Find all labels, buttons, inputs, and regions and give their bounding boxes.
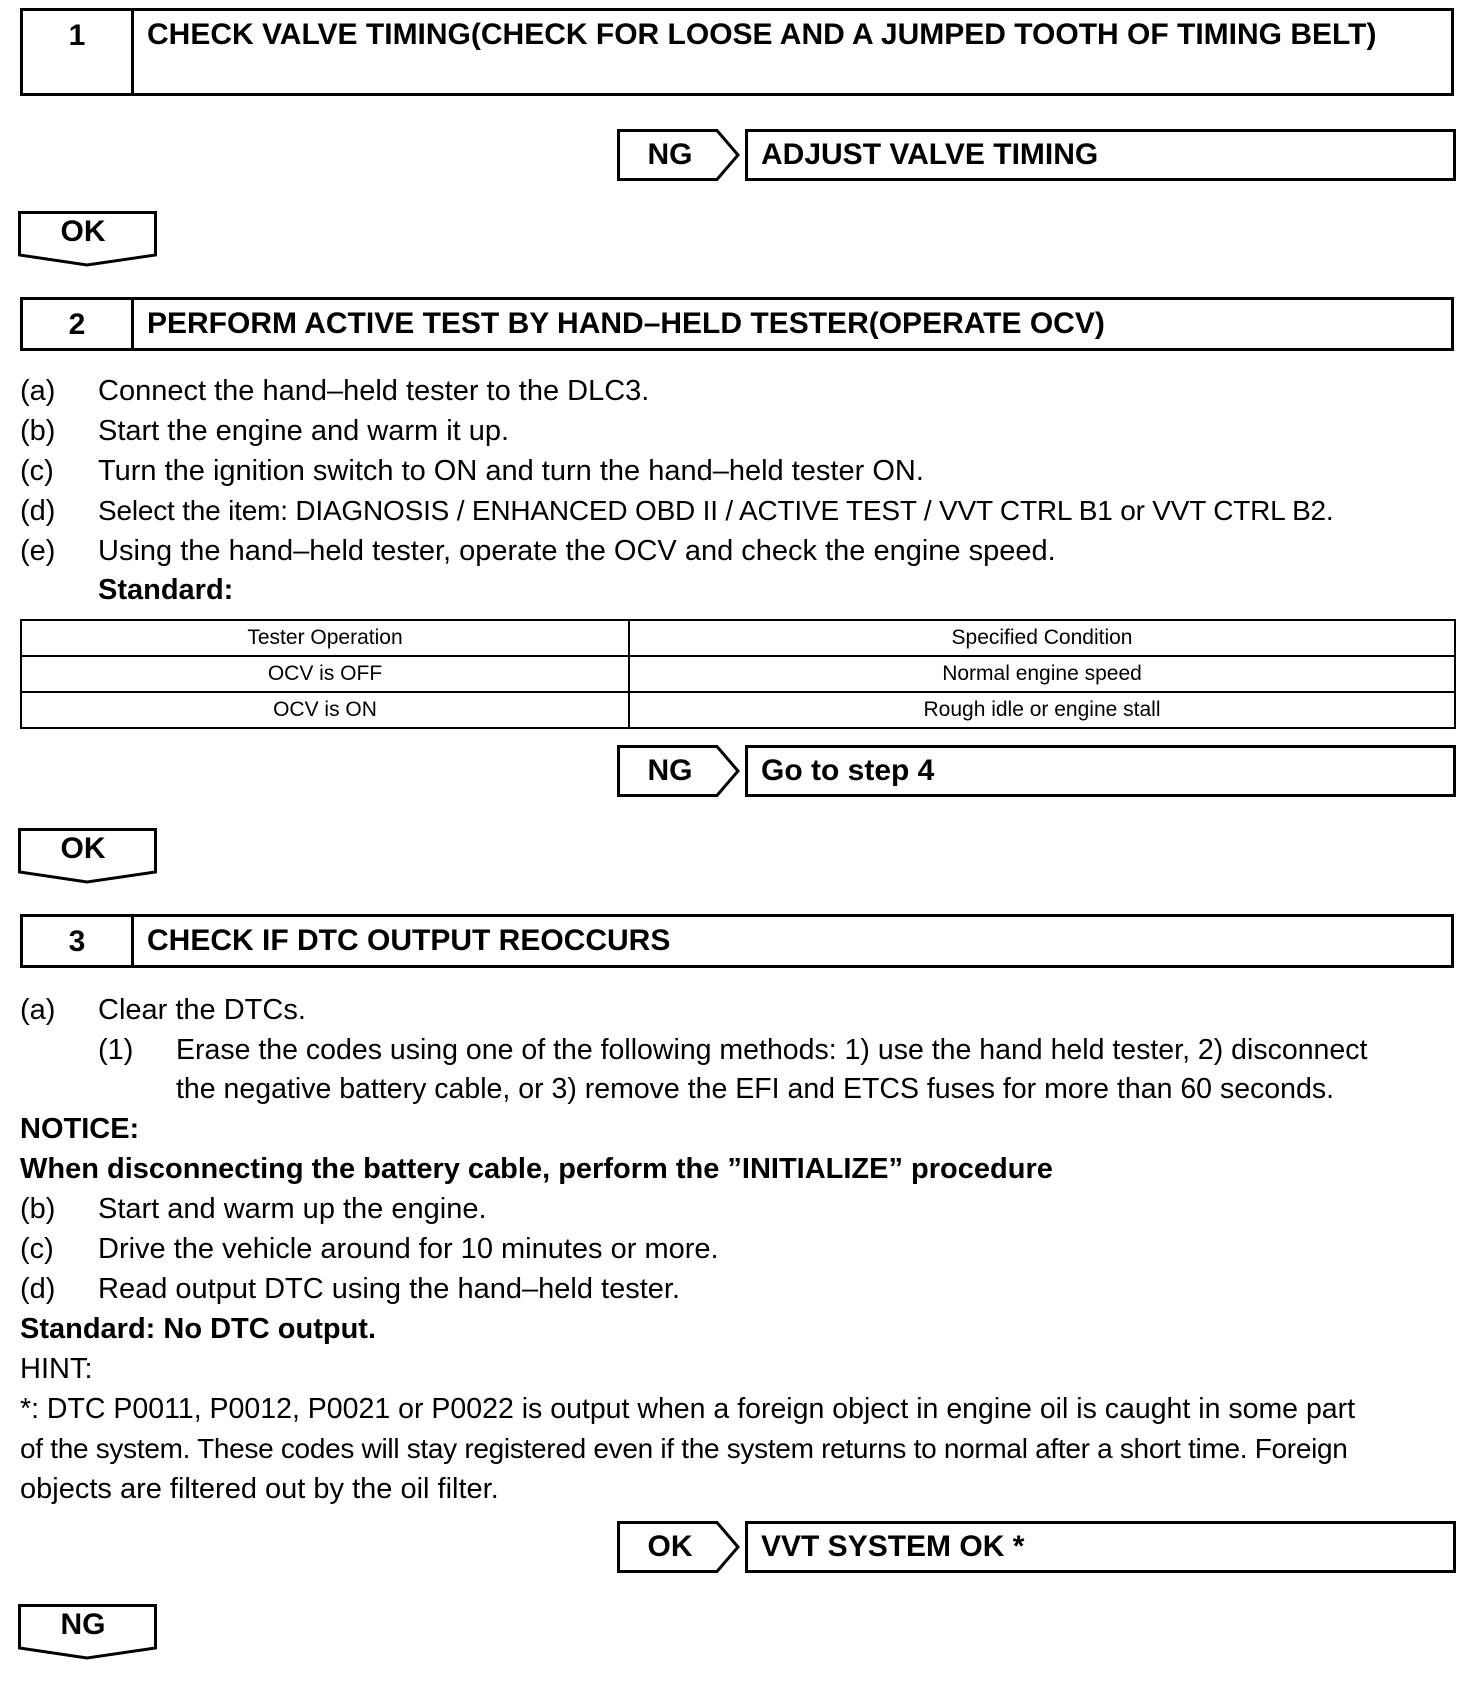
step-3-header [20,914,1454,968]
table-cell: OCV is OFF [21,656,629,692]
ng-down-tab [18,1604,157,1660]
list-label: (b) [20,1193,56,1225]
standard-text: Standard: No DTC output. [20,1313,377,1345]
standard-label: Standard: [98,574,234,606]
list-label: (b) [20,415,56,447]
list-item: Turn the ignition switch to ON and turn the hand–held tester ON. [98,455,924,487]
table-cell: Rough idle or engine stall [629,692,1455,728]
ok-label: OK [647,1530,693,1563]
list-label: (e) [20,535,56,567]
table-header-row [21,620,1455,656]
ok-down-tab [18,828,157,884]
step-title: PERFORM ACTIVE TEST BY HAND–HELD TESTER(OPERATE OCV) [147,307,1105,340]
step-number: 3 [23,917,134,965]
table-cell: OCV is ON [21,692,629,728]
hint-text: *: DTC P0011, P0012, P0021 or P0022 is output when a foreign object in engine oil is caught in some part [20,1393,1356,1425]
sub-list-item: Erase the codes using one of the following methods: 1) use the hand held tester, 2) disconnect [176,1034,1368,1066]
step-title: CHECK IF DTC OUTPUT REOCCURS [147,924,671,957]
list-item: Select the item: DIAGNOSIS / ENHANCED OBD II / ACTIVE TEST / VVT CTRL B1 or VVT CTRL B2. [98,495,1334,526]
hint-text: of the system. These codes will stay registered even if the system returns to normal after a short time. Foreign [20,1433,1348,1464]
step-number: 2 [23,300,134,348]
table-row [21,692,1455,728]
list-label: (d) [20,1273,56,1305]
ng-result-box: ADJUST VALVE TIMING [745,129,1456,181]
list-label: (d) [20,495,56,527]
step-number: 1 [23,11,134,93]
list-label: (a) [20,375,56,407]
table-cell: Normal engine speed [629,656,1455,692]
step-2-header [20,297,1454,351]
standard-table [20,619,1456,729]
table-header: Specified Condition [629,620,1455,656]
list-item: Clear the DTCs. [98,994,306,1026]
ok-label: OK [60,215,106,248]
ok-down-tab [18,211,157,267]
ng-arrow-tab [617,129,740,181]
notice-text: When disconnecting the battery cable, perform the ”INITIALIZE” procedure [20,1153,1053,1185]
ok-result-box: VVT SYSTEM OK * [745,1521,1456,1573]
step-1-header [20,8,1454,96]
ok-label: OK [60,832,106,865]
list-label: (a) [20,994,56,1026]
hint-text: objects are filtered out by the oil filter. [20,1473,499,1505]
step-title: CHECK VALVE TIMING(CHECK FOR LOOSE AND A JUMPED TOOTH OF TIMING BELT) [147,18,1377,51]
table-header: Tester Operation [21,620,629,656]
list-label: (c) [20,1233,54,1265]
table-row [21,656,1455,692]
list-item: Read output DTC using the hand–held tester. [98,1273,680,1305]
list-item: Start the engine and warm it up. [98,415,510,447]
ng-label: NG [647,138,693,171]
hint-label: HINT: [20,1353,93,1385]
ng-label: NG [60,1608,106,1641]
notice-label: NOTICE: [20,1113,140,1145]
list-item: Drive the vehicle around for 10 minutes or more. [98,1233,719,1265]
ok-arrow-tab [617,1521,740,1573]
list-item: Start and warm up the engine. [98,1193,487,1225]
sub-list-label: (1) [98,1034,134,1066]
ng-arrow-tab [617,745,740,797]
list-item: Using the hand–held tester, operate the OCV and check the engine speed. [98,535,1056,567]
list-item: Connect the hand–held tester to the DLC3. [98,375,650,407]
ng-result-box: Go to step 4 [745,745,1456,797]
sub-list-item-continued: the negative battery cable, or 3) remove the EFI and ETCS fuses for more than 60 seconds. [176,1073,1335,1105]
ng-label: NG [647,754,693,787]
list-label: (c) [20,455,54,487]
